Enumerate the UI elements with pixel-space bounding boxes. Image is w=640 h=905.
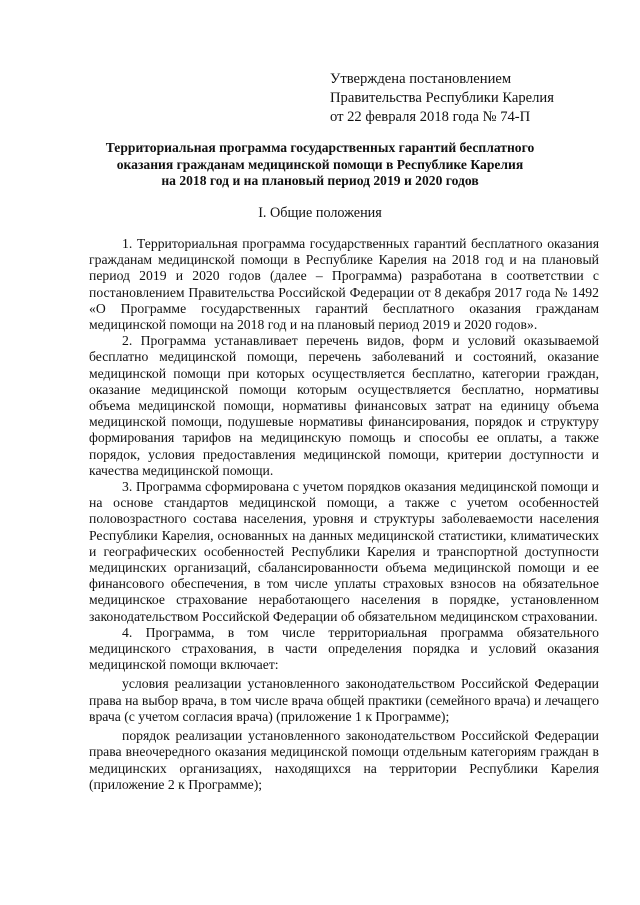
document-body <box>89 236 599 793</box>
title-line-2: оказания гражданам медицинской помощи в Республике Карелия <box>116 156 524 172</box>
title-line-3: на 2018 год и на плановый период 2019 и 2020 годов <box>161 173 479 188</box>
document-title <box>95 140 545 190</box>
paragraph-3: 3. Программа сформирована с учетом порядков оказания медицинской помощи и на основе стандартов медицинской помощи, а также с учетом особенностей половозрастного состава населения, уровня и структуры заболеваемости населения Республики Карелия, основанных на данных медицинской статистики, климатических и географических особенностей Республики Карелия и транспортной доступности медицинских организаций, сбалансированности объема медицинской помощи и ее финансового обеспечения, в том числе уплаты страховых взносов на обязательное медицинское страхование неработающего населения в порядке, установленном законодательством Российской Федерации об обязательном медицинском страховании. <box>89 479 599 624</box>
paragraph-1: 1. Территориальная программа государственных гарантий бесплатного оказания гражданам медицинской помощи в Республике Карелия на 2018 год и на плановый период 2019 и 2020 годов (далее – Программа) разработана в соответствии с постановлением Правительства Российской Федерации от 8 декабря 2017 года № 1492 «О Программе государственных гарантий бесплатного оказания гражданам медицинской помощи на 2018 год и на плановый период 2019 и 2020 годов». <box>89 236 599 333</box>
paragraph-4: 4. Программа, в том числе территориальная программа обязательного медицинского страхования, в части определения порядка и условий оказания медицинской помощи включает: <box>89 624 599 673</box>
paragraph-2: 2. Программа устанавливает перечень видов, форм и условий оказываемой бесплатно медицинской помощи, перечень заболеваний и состояний, оказание медицинской помощи при которых осуществляется бесплатно, категории граждан, оказание медицинской помощи которым осуществляется бесплатно, нормативы объема медицинской помощи, нормативы финансовых затрат на единицу объема медицинской помощи, подушевые нормативы финансирования, порядок и структуру формирования тарифов на медицинскую помощь и способы ее оплаты, а также порядок, условия предоставления медицинской помощи, критерии доступности и качества медицинской помощи. <box>89 333 599 478</box>
approval-line-1: Утверждена постановлением <box>330 71 512 87</box>
approval-line-3: от 22 февраля 2018 года № 74-П <box>330 109 531 125</box>
approval-line-2: Правительства Республики Карелия <box>330 90 554 106</box>
approval-stamp <box>330 70 610 127</box>
paragraph-5: условия реализации установленного законодательством Российской Федерации права на выбор врача, в том числе врача общей практики (семейного врача) и лечащего врача (с учетом согласия врача) (приложение 1 к Программе); <box>89 676 599 724</box>
paragraph-6: порядок реализации установленного законодательством Российской Федерации права внеочередного оказания медицинской помощи отдельным категориям граждан в медицинских организациях, находящихся на территории Республики Карелия (приложение 2 к Программе); <box>89 728 599 792</box>
title-line-1: Территориальная программа государственных гарантий бесплатного <box>105 140 535 155</box>
section-heading: I. Общие положения <box>258 205 382 221</box>
